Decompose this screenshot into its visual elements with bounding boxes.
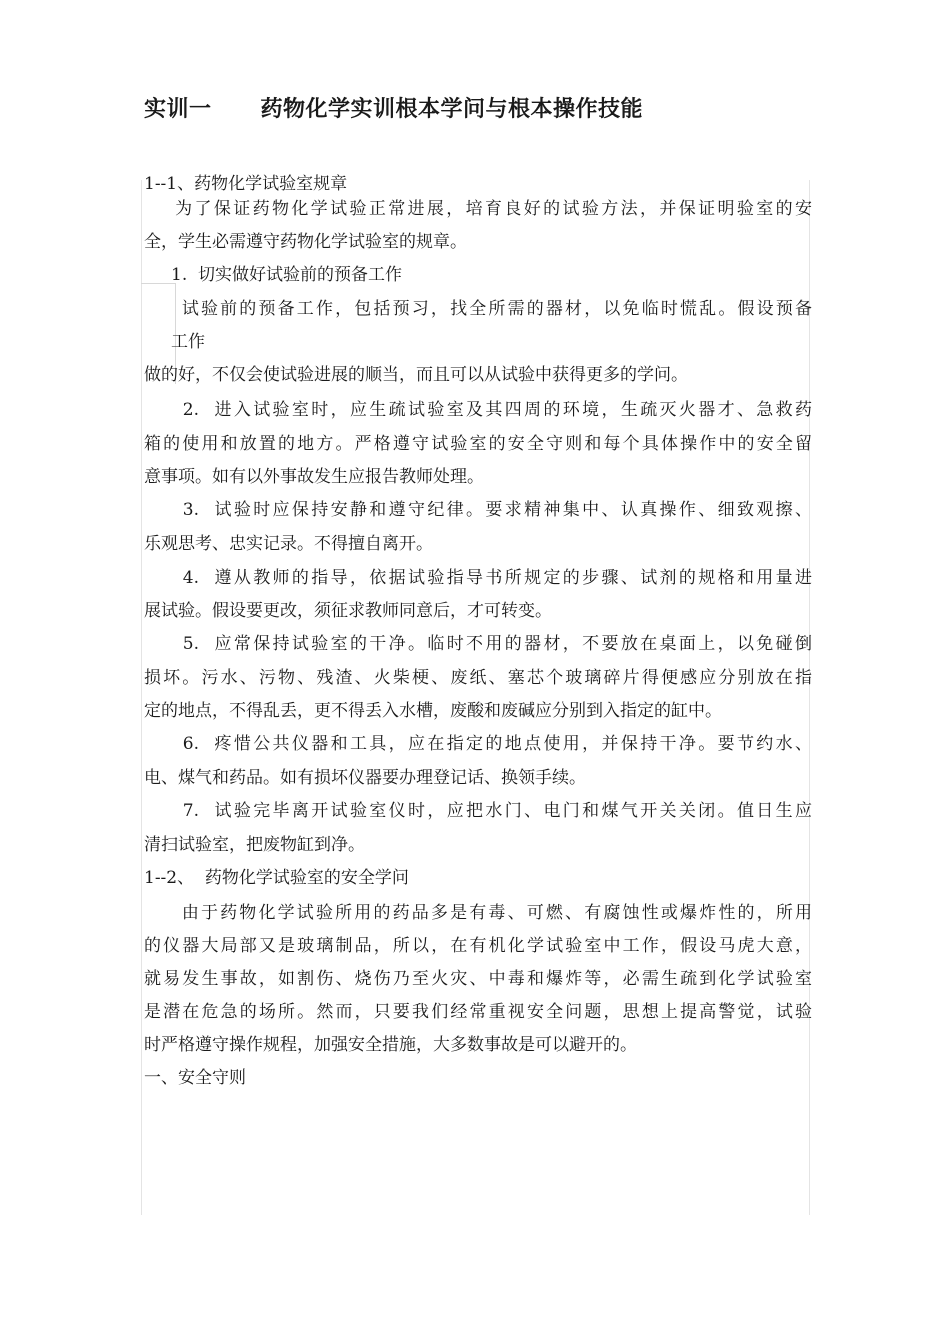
paragraph-line: 全，学生必需遵守药物化学试验室的规章。 xyxy=(144,232,467,252)
paragraph-line: 时严格遵守操作规程，加强安全措施，大多数事故是可以避开的。 xyxy=(144,1035,637,1055)
section-heading-safety-rules: 一、安全守则 xyxy=(144,1068,246,1088)
paragraph-line: 展试验。假设要更改，须征求教师同意后，才可转变。 xyxy=(144,601,552,621)
paragraph-line: 试验前的预备工作，包括预习，找全所需的器材，以免临时慌乱。假设预备 xyxy=(144,299,812,319)
paragraph-line: 箱的使用和放置的地方。严格遵守试验室的安全守则和每个具体操作中的安全留 xyxy=(144,434,812,454)
paragraph-line: 的仪器大局部又是玻璃制品，所以，在有机化学试验室中工作，假设马虎大意， xyxy=(144,936,812,956)
page-title: 实训一 药物化学实训根本学问与根本操作技能 xyxy=(144,97,643,122)
rule-item-7: 7. 试验完毕离开试验室仪时，应把水门、电门和煤气开关关闭。值日生应 xyxy=(144,801,812,821)
rule-item-4: 4. 遵从教师的指导，依据试验指导书所规定的步骤、试剂的规格和用量进 xyxy=(144,568,812,588)
paragraph-line: 乐观思考、忠实记录。不得擅自离开。 xyxy=(144,534,433,554)
rule-item-5: 5. 应常保持试验室的干净。临时不用的器材，不要放在桌面上，以免碰倒 xyxy=(144,634,812,654)
paragraph-line: 工作 xyxy=(144,332,206,352)
paragraph-line: 清扫试验室，把废物缸到净。 xyxy=(144,835,365,855)
section-heading-1-2: 1--2、 药物化学试验室的安全学问 xyxy=(144,868,409,888)
section-heading-1-1: 1--1、药物化学试验室规章 xyxy=(144,174,348,194)
paragraph-line: 做的好，不仅会使试验进展的顺当，而且可以从试验中获得更多的学问。 xyxy=(144,365,688,385)
rule-item-6: 6. 疼惜公共仪器和工具，应在指定的地点使用，并保持干净。要节约水、 xyxy=(144,734,812,754)
paragraph-line: 是潜在危急的场所。然而，只要我们经常重视安全问题，思想上提高警觉，试验 xyxy=(144,1002,812,1022)
rule-item-1: 1. 切实做好试验前的预备工作 xyxy=(144,265,403,285)
rule-item-2: 2. 进入试验室时，应生疏试验室及其四周的环境，生疏灭火器才、急救药 xyxy=(144,400,812,420)
paragraph-line: 由于药物化学试验所用的药品多是有毒、可燃、有腐蚀性或爆炸性的，所用 xyxy=(144,903,812,923)
paragraph-line: 电、煤气和药品。如有损坏仪器要办理登记话、换领手续。 xyxy=(144,768,586,788)
rule-item-3: 3. 试验时应保持安静和遵守纪律。要求精神集中、认真操作、细致观擦、 xyxy=(144,500,812,520)
paragraph-line: 意事项。如有以外事故发生应报告教师处理。 xyxy=(144,467,484,487)
paragraph-line: 损坏。污水、污物、残渣、火柴梗、废纸、塞芯个玻璃碎片得便感应分别放在指 xyxy=(144,668,812,688)
paragraph-line: 为了保证药物化学试验正常进展，培育良好的试验方法，并保证明验室的安 xyxy=(144,199,812,219)
paragraph-line: 就易发生事故，如割伤、烧伤乃至火灾、中毒和爆炸等，必需生疏到化学试验室 xyxy=(144,969,812,989)
paragraph-line: 定的地点，不得乱丢，更不得丢入水槽，废酸和废碱应分别到入指定的缸中。 xyxy=(144,701,722,721)
